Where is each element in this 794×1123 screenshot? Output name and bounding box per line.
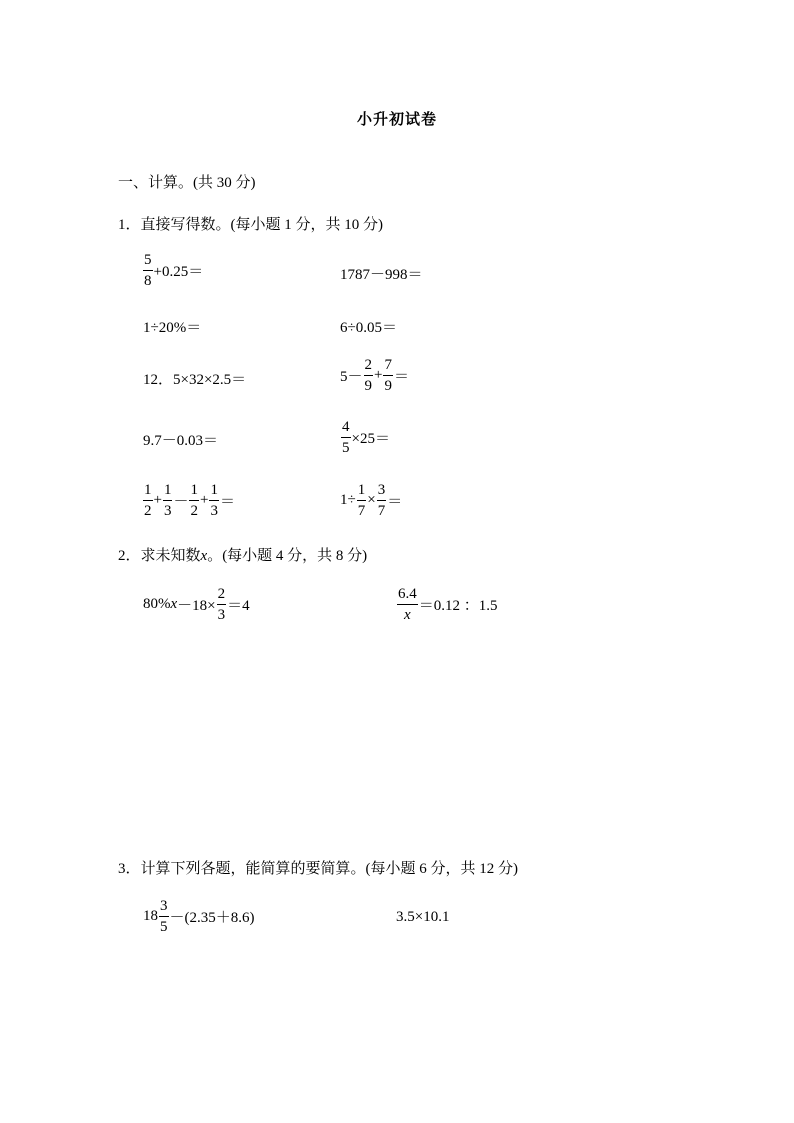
q1-item-a: $\frac{5}{8}$ +0.25＝ xyxy=(144,252,204,289)
q3-problem-2: 3.5×10.1 xyxy=(396,909,450,925)
fraction: $\frac{1}{3}$ xyxy=(163,482,172,519)
question-1-heading: 1．直接写得数。(每小题 1 分，共 10 分) xyxy=(118,217,383,233)
fraction: $\frac{1}{2}$ xyxy=(144,482,152,519)
fraction: $\frac{1}{7}$ xyxy=(357,482,366,519)
q1-item-e: 12．5×32×2.5＝ xyxy=(143,372,247,388)
fraction: $\frac{3}{5}$ xyxy=(160,898,168,935)
q1-item-f: 5－ $\frac{2}{9}$ + $\frac{7}{9}$ ＝ xyxy=(340,357,409,394)
q1-item-c: 1÷20%＝ xyxy=(143,320,202,336)
q2-equation-2: $\frac{6.4}{x}$ ＝0.12 ：1.5 xyxy=(398,586,498,623)
q1-item-h: $\frac{4}{5}$ ×25＝ xyxy=(342,419,390,456)
section-1-heading: 一、计算。(共 30 分) xyxy=(118,175,256,191)
q1-item-b: 1787－998＝ xyxy=(340,267,423,283)
q1-item-i: $\frac{1}{2}$ + $\frac{1}{3}$ － $\frac{1}{2}$ + $\frac{1}{3}$ ＝ xyxy=(144,482,235,519)
fraction: $\frac{7}{9}$ xyxy=(384,357,392,394)
fraction: $\frac{5}{8}$ xyxy=(144,252,152,289)
fraction: $\frac{1}{2}$ xyxy=(190,482,198,519)
q3-problem-1: 18 $\frac{3}{5}$ －(2.35＋8.6) xyxy=(143,898,255,935)
fraction: $\frac{2}{3}$ xyxy=(217,586,226,623)
fraction: $\frac{6.4}{x}$ xyxy=(398,586,417,623)
question-3-heading: 3．计算下列各题，能简算的要简算。(每小题 6 分，共 12 分) xyxy=(118,861,518,877)
fraction: $\frac{3}{7}$ xyxy=(377,482,386,519)
q1-item-j: 1÷ $\frac{1}{7}$ × $\frac{3}{7}$ ＝ xyxy=(340,482,403,519)
fraction: $\frac{4}{5}$ xyxy=(342,419,350,456)
q1-item-d: 6÷0.05＝ xyxy=(340,320,397,336)
q1-item-g: 9.7－0.03＝ xyxy=(143,433,219,449)
fraction: $\frac{1}{3}$ xyxy=(210,482,218,519)
question-2-heading: 2．求未知数x。(每小题 4 分，共 8 分) xyxy=(118,548,368,564)
q2-equation-1: 80% x －18× $\frac{2}{3}$ ＝4 xyxy=(143,586,250,623)
fraction: $\frac{2}{9}$ xyxy=(364,357,373,394)
page-title: 小升初试卷 xyxy=(356,112,437,128)
